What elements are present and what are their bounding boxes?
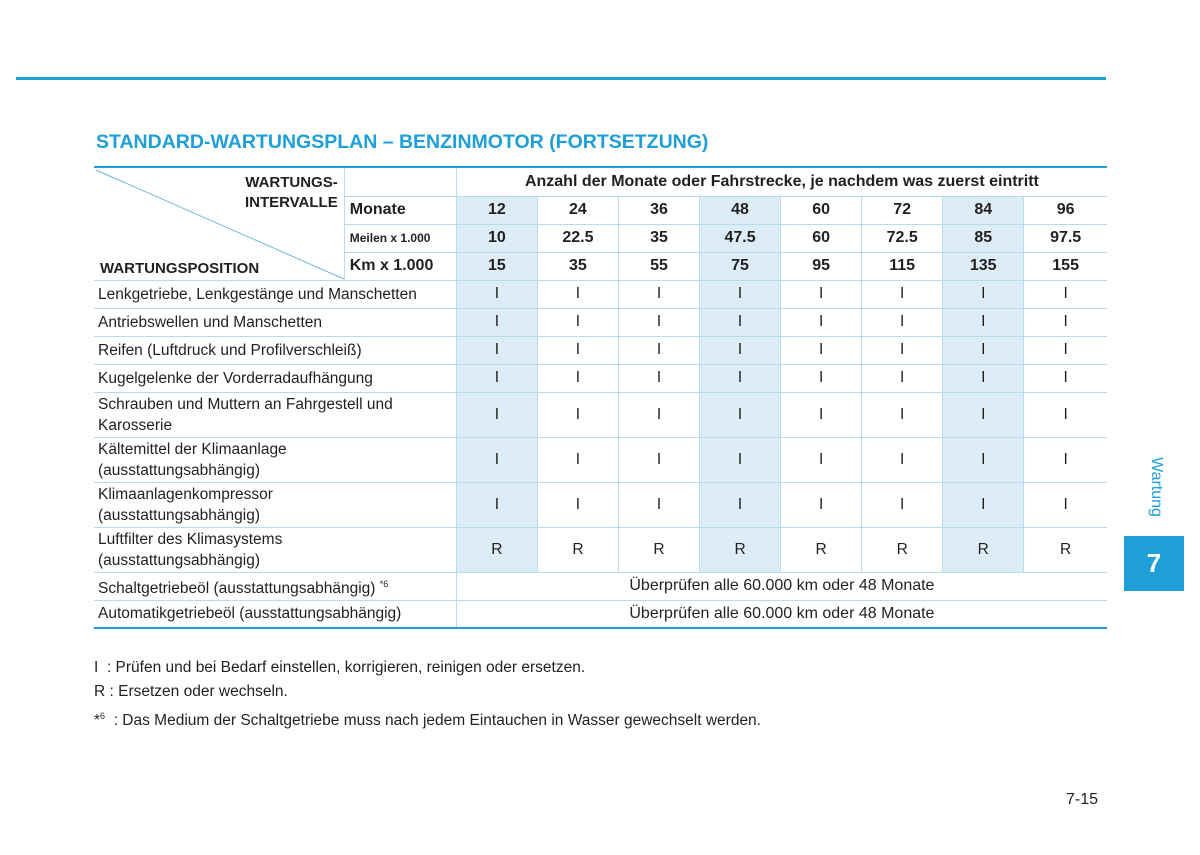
table-row (94, 336, 1107, 364)
page-title: STANDARD-WARTUNGSPLAN – BENZINMOTOR (FORTSETZUNG) (96, 131, 709, 153)
item-value: I (700, 482, 781, 527)
item-value: R (700, 527, 781, 572)
item-name: Luftfilter des Klimasystems (ausstattungsabhängig) (94, 527, 456, 572)
item-value: I (618, 482, 699, 527)
item-value: I (618, 336, 699, 364)
item-value: I (700, 364, 781, 392)
item-value: I (618, 392, 699, 437)
item-name: Schrauben und Muttern an Fahrgestell und Karosserie (94, 392, 456, 437)
interval-value: 72.5 (862, 224, 943, 252)
legend-item-i: I : Prüfen und bei Bedarf einstellen, korrigieren, reinigen oder ersetzen. (94, 659, 586, 676)
item-name: Kältemittel der Klimaanlage (ausstattungsabhängig) (94, 437, 456, 482)
item-value: I (1024, 437, 1107, 482)
item-name: Antriebswellen und Manschetten (94, 308, 456, 336)
top-rule (16, 77, 1106, 80)
item-value: I (862, 482, 943, 527)
interval-value: 72 (862, 196, 943, 224)
interval-value: 115 (862, 252, 943, 280)
item-value: I (862, 336, 943, 364)
item-name: Automatikgetriebeöl (ausstattungsabhängig) (94, 600, 456, 628)
item-name: Reifen (Luftdruck und Profilverschleiß) (94, 336, 456, 364)
table-row (94, 437, 1107, 482)
item-value: I (700, 280, 781, 308)
corner-header (94, 167, 344, 280)
interval-value: 96 (1024, 196, 1107, 224)
interval-value: 97.5 (1024, 224, 1107, 252)
item-value: R (862, 527, 943, 572)
item-value: R (456, 527, 537, 572)
item-value: I (943, 308, 1024, 336)
item-value: I (781, 392, 862, 437)
interval-value: 36 (618, 196, 699, 224)
item-value: I (700, 336, 781, 364)
footnote-marker: *6 (379, 578, 389, 589)
item-value: I (862, 308, 943, 336)
item-value: I (537, 308, 618, 336)
item-value: I (618, 364, 699, 392)
item-value: I (943, 437, 1024, 482)
chapter-label: Wartung (1148, 457, 1165, 517)
span-value: Überprüfen alle 60.000 km oder 48 Monate (456, 600, 1107, 628)
item-value: I (781, 364, 862, 392)
item-value: I (781, 437, 862, 482)
table-row (94, 527, 1107, 572)
item-value: I (537, 392, 618, 437)
interval-value: 95 (781, 252, 862, 280)
item-value: I (618, 280, 699, 308)
interval-value: 35 (618, 224, 699, 252)
item-value: R (1024, 527, 1107, 572)
table-row (94, 364, 1107, 392)
item-value: I (781, 482, 862, 527)
item-value: I (456, 482, 537, 527)
item-value: I (862, 437, 943, 482)
item-value: R (537, 527, 618, 572)
item-value: I (537, 280, 618, 308)
legend-item-r: R : Ersetzen oder wechseln. (94, 683, 288, 700)
item-value: I (862, 280, 943, 308)
header-row-label: Monate (344, 196, 456, 224)
item-value: I (456, 364, 537, 392)
item-value: I (537, 482, 618, 527)
item-value: I (537, 437, 618, 482)
item-value: I (781, 280, 862, 308)
item-name: Kugelgelenke der Vorderradaufhängung (94, 364, 456, 392)
item-value: I (943, 280, 1024, 308)
table-row (94, 280, 1107, 308)
position-label: WARTUNGSPOSITION (100, 259, 260, 277)
item-value: I (456, 336, 537, 364)
item-value: I (1024, 482, 1107, 527)
maintenance-table (94, 166, 1107, 629)
item-value: I (700, 308, 781, 336)
item-value: I (456, 280, 537, 308)
item-value: I (781, 308, 862, 336)
intervals-label: WARTUNGS- INTERVALLE (244, 174, 338, 211)
item-value: I (943, 364, 1024, 392)
item-value: I (1024, 308, 1107, 336)
interval-value: 47.5 (700, 224, 781, 252)
header-row-label: Meilen x 1.000 (344, 224, 456, 252)
item-name: Schaltgetriebeöl (ausstattungsabhängig) $^{*6}$ (94, 572, 456, 600)
interval-value: 75 (700, 252, 781, 280)
item-value: I (618, 437, 699, 482)
table-row (94, 392, 1107, 437)
interval-value: 60 (781, 224, 862, 252)
item-value: I (456, 392, 537, 437)
interval-value: 35 (537, 252, 618, 280)
item-value: I (537, 336, 618, 364)
table-row (94, 572, 1107, 600)
item-value: I (700, 392, 781, 437)
item-value: I (781, 336, 862, 364)
item-value: I (1024, 336, 1107, 364)
item-value: I (700, 437, 781, 482)
span-value: Überprüfen alle 60.000 km oder 48 Monate (456, 572, 1107, 600)
interval-value: 84 (943, 196, 1024, 224)
interval-value: 155 (1024, 252, 1107, 280)
table-row (94, 482, 1107, 527)
interval-value: 60 (781, 196, 862, 224)
item-value: I (618, 308, 699, 336)
item-value: I (456, 308, 537, 336)
span-header: Anzahl der Monate oder Fahrstrecke, je nachdem was zuerst eintritt (456, 167, 1107, 196)
legend (94, 656, 761, 733)
item-value: I (1024, 364, 1107, 392)
item-name: Lenkgetriebe, Lenkgestänge und Manschetten (94, 280, 456, 308)
item-value: R (943, 527, 1024, 572)
interval-value: 24 (537, 196, 618, 224)
header-row-label: Km x 1.000 (344, 252, 456, 280)
table-row (94, 308, 1107, 336)
chapter-tab: 7 (1124, 536, 1184, 591)
interval-value: 85 (943, 224, 1024, 252)
item-value: I (456, 437, 537, 482)
interval-value: 22.5 (537, 224, 618, 252)
interval-value: 48 (700, 196, 781, 224)
interval-value: 55 (618, 252, 699, 280)
item-value: I (1024, 280, 1107, 308)
item-value: I (862, 364, 943, 392)
legend-item-footnote: *$^6$ : Das Medium der Schaltgetriebe muss nach jedem Eintauchen in Wasser gewechselt werden. (94, 711, 761, 730)
item-value: I (943, 336, 1024, 364)
item-value: I (943, 392, 1024, 437)
page-number: 7-15 (1066, 791, 1099, 808)
interval-value: 10 (456, 224, 537, 252)
item-value: I (862, 392, 943, 437)
table-row (94, 600, 1107, 628)
item-value: R (781, 527, 862, 572)
interval-value: 12 (456, 196, 537, 224)
interval-value: 135 (943, 252, 1024, 280)
item-value: I (943, 482, 1024, 527)
interval-value: 15 (456, 252, 537, 280)
item-value: R (618, 527, 699, 572)
item-name: Klimaanlagenkompressor (ausstattungsabhängig) (94, 482, 456, 527)
item-value: I (537, 364, 618, 392)
item-value: I (1024, 392, 1107, 437)
